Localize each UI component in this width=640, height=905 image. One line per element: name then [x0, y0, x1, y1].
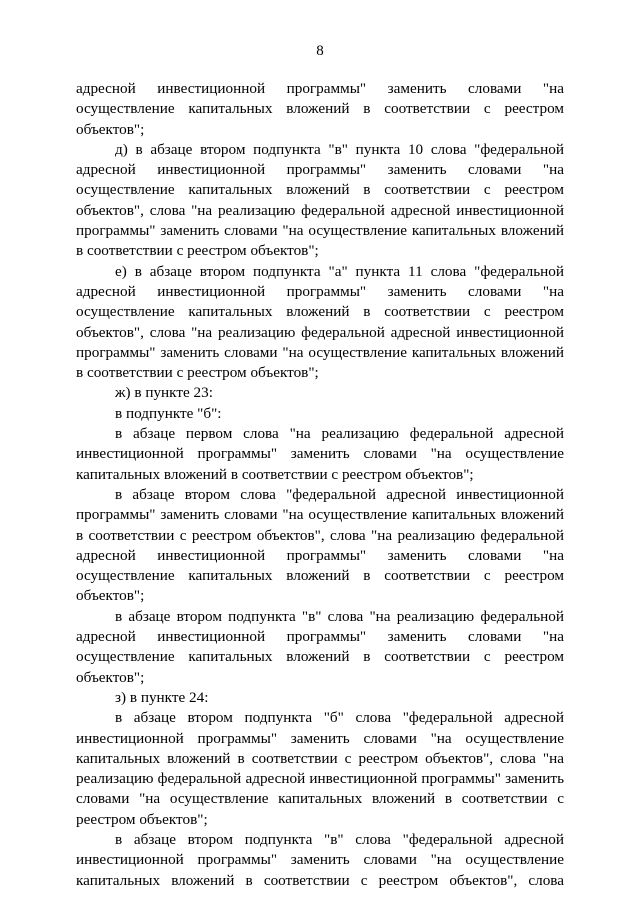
paragraph: ж) в пункте 23: — [115, 384, 213, 402]
paragraph: з) в пункте 24: — [115, 688, 209, 706]
paragraph: в абзаце втором подпункта "в" слова "на реализацию федеральной адресной инвестиционной программы" заменить словами "на осуществление капитальных вложений в соответствии с реестром объектов"; — [76, 607, 564, 686]
paragraph: в абзаце втором подпункта "в" слова "федеральной адресной инвестиционной программы" заменить словами "на осуществление капитальных вложений в соответствии с реестром объектов", слова — [76, 830, 564, 889]
paragraph: в подпункте "б": — [115, 404, 222, 422]
paragraph: д) в абзаце втором подпункта "в" пункта 10 слова "федеральной адресной инвестиционной программы" заменить словами "на осуществление капитальных вложений в соответствии с реестром объектов", слова "на реализацию федеральной адресной инвестиционной программы" заменить словами "на осуществление капитальных вложений в соответствии с реестром объектов"; — [76, 140, 564, 260]
paragraph: е) в абзаце втором подпункта "а" пункта 11 слова "федеральной адресной инвестиционной программы" заменить словами "на осуществление капитальных вложений в соответствии с реестром объектов", слова "на реализацию федеральной адресной инвестиционной программы" заменить словами "на осуществление капитальных вложений в соответствии с реестром объектов"; — [76, 262, 564, 382]
document-body — [76, 79, 564, 891]
paragraph: в абзаце первом слова "на реализацию федеральной адресной инвестиционной программы" заменить словами "на осуществление капитальных вложений в соответствии с реестром объектов"; — [76, 425, 564, 483]
paragraph: в абзаце втором слова "федеральной адресной инвестиционной программы" заменить словами "на осуществление капитальных вложений в соответствии с реестром объектов", слова "на реализацию федеральной адресной инвестиционной программы" заменить словами "на осуществление капитальных вложений в соответствии с реестром объектов"; — [76, 485, 564, 605]
paragraph: в абзаце втором подпункта "б" слова "федеральной адресной инвестиционной программы" заменить словами "на осуществление капитальных вложений в соответствии с реестром объектов", слова "на реализацию федеральной адресной инвестиционной программы" заменить словами "на осуществление капитальных вложений в соответствии с реестром объектов"; — [76, 709, 564, 828]
paragraph: адресной инвестиционной программы" заменить словами "на осуществление капитальных вложений в соответствии с реестром объектов"; — [76, 80, 564, 138]
page-number: 8 — [316, 43, 324, 59]
